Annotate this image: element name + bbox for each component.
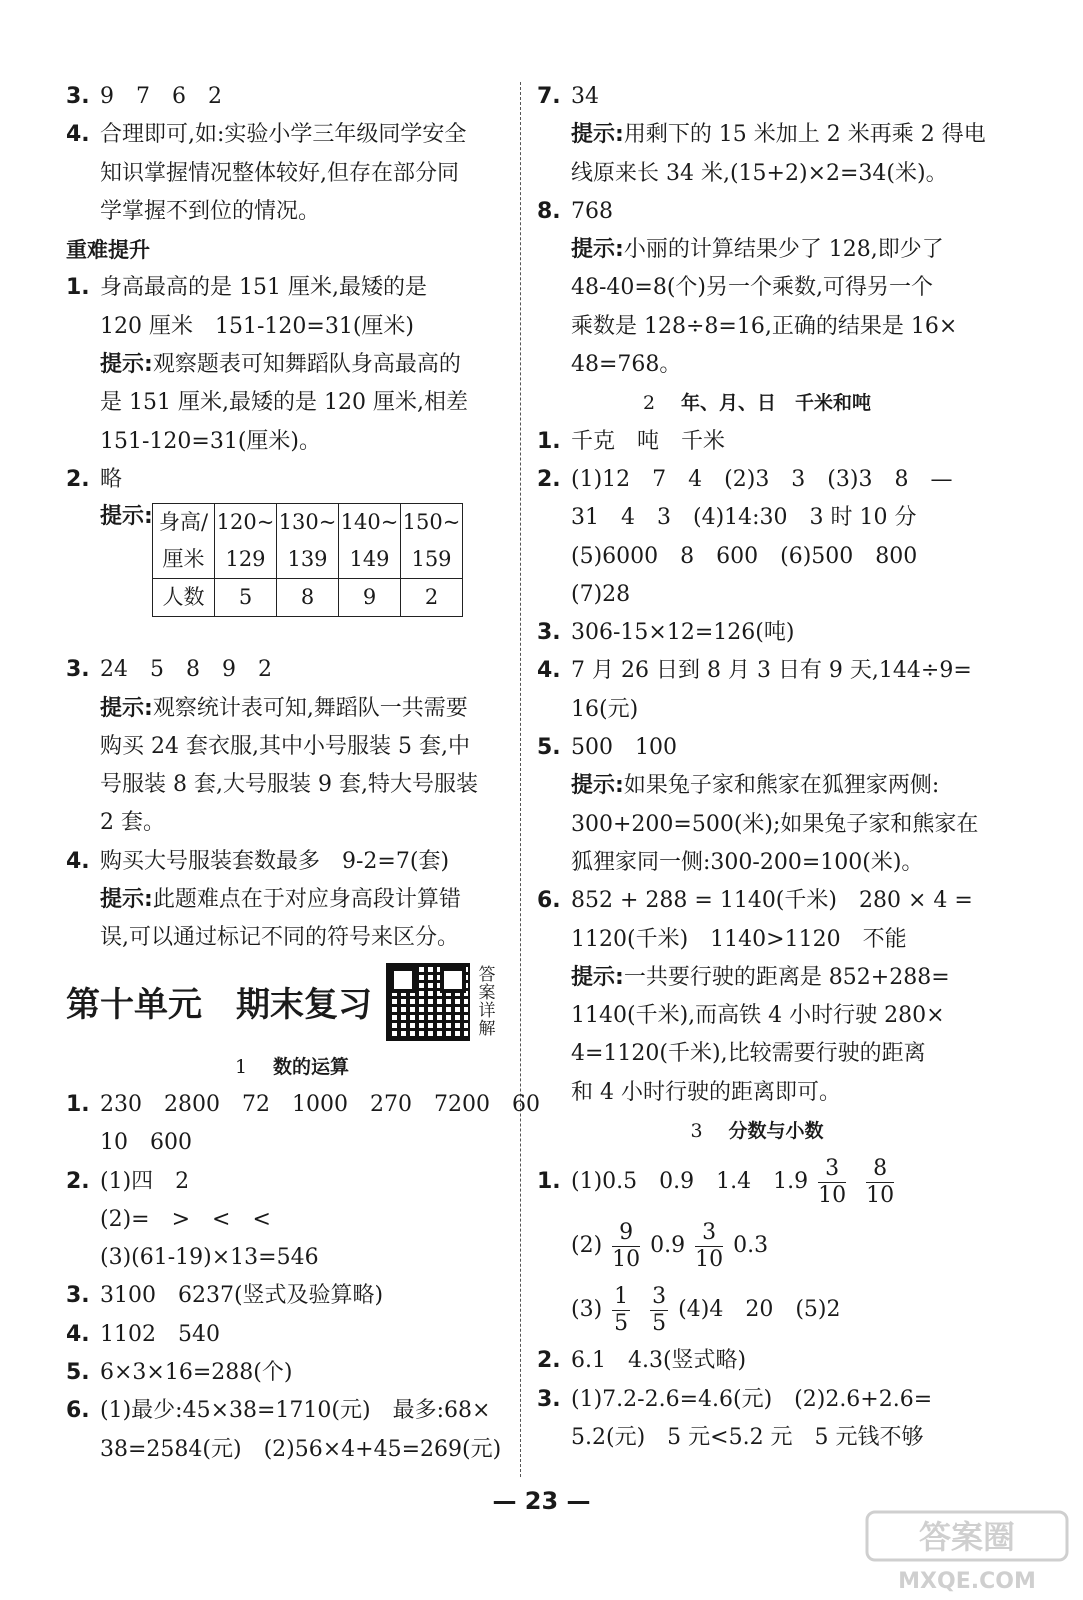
answer-line: 3. 3100 6237(竖式及验算略) [66, 1283, 384, 1309]
answer-line: 3. (1)7.2-2.6=4.6(元) (2)2.6+2.6= [537, 1386, 933, 1412]
section-heading: 重难提升 [66, 238, 150, 263]
table-header-cell: 120~ 129 [215, 504, 277, 579]
answer-line: (5)6000 8 600 (6)500 800 [571, 543, 918, 569]
hint-line: 提示:如果兔子家和熊家在狐狸家两侧: [571, 773, 940, 799]
answer-line: 知识掌握情况整体较好,但存在部分同 [100, 160, 459, 186]
answer-line: 1. 身高最高的是 151 厘米,最矮的是 [66, 275, 427, 301]
hint-line: 提示:观察题表可知舞蹈队身高最高的 [100, 352, 461, 378]
answer-line: 是 151 厘米,最矮的是 120 厘米,相差 [100, 390, 468, 416]
answer-line: 号服装 8 套,大号服装 9 套,特大号服装 [100, 772, 478, 798]
fraction-line: (3) $\frac{1}{5}$ $\frac{3}{5}$ (4)4 20 (5)2 [571, 1283, 841, 1336]
answer-line: 300+200=500(米);如果兔子家和熊家在 [571, 811, 979, 837]
height-stats-table [152, 503, 463, 617]
hint-line: 提示:一共要行驶的距离是 852+288= [571, 964, 950, 990]
answer-line: 8. 768 [537, 198, 613, 224]
answer-line: 和 4 小时行驶的距离即可。 [571, 1079, 841, 1105]
hint-line: 提示:观察统计表可知,舞蹈队一共需要 [100, 695, 468, 721]
fraction: $\frac{1}{5}$ [614, 1283, 629, 1336]
answer-line: 4. 合理即可,如:实验小学三年级同学安全 [66, 122, 467, 148]
answer-line: 31 4 3 (4)14:30 3 时 10 分 [571, 505, 917, 531]
hint-line: 提示:用剩下的 15 米加上 2 米再乘 2 得电 [571, 122, 986, 148]
unit-header [66, 962, 518, 1042]
answer-line: 120 厘米 151-120=31(厘米) [100, 313, 414, 339]
svg-text:MXQE.COM: MXQE.COM [898, 1569, 1036, 1594]
table-cell: 9 [339, 579, 401, 617]
fraction: $\frac{8}{10}$ [866, 1155, 895, 1208]
watermark-logo [865, 1508, 1075, 1594]
qr-code-icon[interactable] [386, 963, 470, 1041]
answer-line: 4. 1102 540 [66, 1321, 220, 1347]
svg-text:答案圈: 答案圈 [918, 1518, 1016, 1556]
answer-line: 线原来长 34 米,(15+2)×2=34(米)。 [571, 160, 948, 186]
answer-line: 2 套。 [100, 810, 165, 836]
subsection-title: 2 年、月、日 千米和吨 [642, 392, 872, 415]
left-column [66, 78, 540, 1469]
hint-label: 提示: [100, 504, 153, 530]
table-cell: 8 [277, 579, 339, 617]
qr-caption: 答案详解 [478, 964, 496, 1039]
fraction: $\frac{9}{10}$ [612, 1219, 641, 1272]
answer-line: 48=768。 [571, 352, 682, 378]
answer-line: 5.2(元) 5 元<5.2 元 5 元钱不够 [571, 1424, 924, 1450]
answer-line: 4. 7 月 26 日到 8 月 3 日有 9 天,144÷9= [537, 658, 972, 684]
answer-line: 3. 9 7 6 2 [66, 84, 222, 109]
answer-line: 1. 230 2800 72 1000 270 7200 60 [66, 1091, 540, 1117]
table-header-cell: 150~ 159 [401, 504, 463, 579]
answer-line: 1120(千米) 1140>1120 不能 [571, 926, 907, 952]
answer-line: 4=1120(千米),比较需要行驶的距离 [571, 1041, 926, 1067]
answer-line: (2)= > < < [100, 1206, 271, 1232]
subsection-title: 1 数的运算 [234, 1055, 350, 1078]
answer-line: 2. 略 [66, 466, 123, 492]
answer-line: 购买 24 套衣服,其中小号服装 5 套,中 [100, 733, 470, 759]
table-cell: 人数 [153, 579, 215, 617]
answer-line: 6. 852 + 288 = 1140(千米) 280 × 4 = [537, 888, 973, 914]
fraction-line: (2) $\frac{9}{10}$ 0.9 $\frac{3}{10}$ 0.3 [571, 1219, 769, 1272]
column-divider [520, 82, 521, 1477]
answer-line: 16(元) [571, 696, 639, 722]
answer-line: (3)(61-19)×13=546 [100, 1245, 319, 1271]
answer-line: 151-120=31(厘米)。 [100, 428, 322, 454]
answer-line: 2. (1)四 2 [66, 1168, 190, 1194]
answer-line: 狐狸家同一侧:300-200=100(米)。 [571, 849, 924, 875]
fraction: $\frac{3}{10}$ [818, 1155, 847, 1208]
answer-line: 5. 500 100 [537, 735, 677, 761]
answer-line: 5. 6×3×16=288(个) [66, 1360, 293, 1386]
answer-line: 48-40=8(个)另一个乘数,可得另一个 [571, 275, 934, 301]
table-cell: 5 [215, 579, 277, 617]
answer-line: 1. 千克 吨 千米 [537, 428, 726, 454]
answer-line: 10 600 [100, 1130, 192, 1156]
answer-line: 乘数是 128÷8=16,正确的结果是 16× [571, 313, 958, 339]
page-number: — 23 — [492, 1487, 591, 1515]
table-cell: 2 [401, 579, 463, 617]
table-header-cell: 130~ 139 [277, 504, 339, 579]
answer-line: 学掌握不到位的情况。 [100, 198, 321, 224]
right-column [537, 78, 986, 1457]
answer-line: 3. 24 5 8 9 2 [66, 657, 272, 683]
fraction: $\frac{3}{10}$ [695, 1219, 724, 1272]
hint-line: 提示:小丽的计算结果少了 128,即少了 [571, 237, 944, 263]
answer-line: 38=2584(元) (2)56×4+45=269(元) [100, 1436, 502, 1462]
answer-line: 误,可以通过标记不同的符号来区分。 [100, 925, 459, 951]
fraction-line: 1. (1)0.5 0.9 1.4 1.9 $\frac{3}{10}$ $\frac{8}{10}$ [537, 1155, 895, 1208]
answer-line: 4. 购买大号服装套数最多 9-2=7(套) [66, 848, 450, 874]
table-header-cell: 身高/ 厘米 [153, 504, 215, 579]
answer-line: 2. (1)12 7 4 (2)3 3 (3)3 8 — [537, 466, 953, 492]
answer-line: 6. (1)最少:45×38=1710(元) 最多:68× [66, 1398, 491, 1424]
table-header-cell: 140~ 149 [339, 504, 401, 579]
answer-line: 7. 34 [537, 84, 599, 109]
stats-table-block [66, 499, 518, 651]
answer-line: 1140(千米),而高铁 4 小时行驶 280× [571, 1003, 945, 1029]
answer-line: 2. 6.1 4.3(竖式略) [537, 1348, 747, 1374]
subsection-title: 3 分数与小数 [690, 1120, 824, 1143]
answer-line: (7)28 [571, 581, 631, 607]
unit-title: 第十单元 期末复习 [66, 985, 372, 1026]
hint-line: 提示:此题难点在于对应身高段计算错 [100, 887, 461, 913]
answer-line: 3. 306-15×12=126(吨) [537, 620, 795, 646]
fraction: $\frac{3}{5}$ [652, 1283, 667, 1336]
